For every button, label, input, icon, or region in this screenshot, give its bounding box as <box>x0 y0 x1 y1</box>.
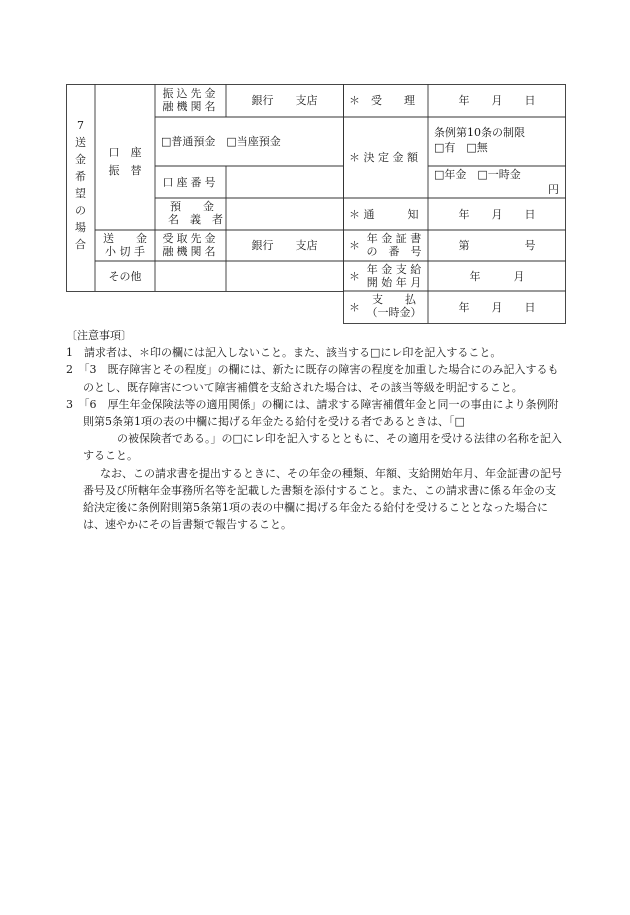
pension-start-label: 年 金 支 給 開 始 年 月 <box>366 263 422 289</box>
account-transfer-label: 口 座 振 替 <box>108 146 142 177</box>
remittance-check-label: 送 金 小 切 手 <box>103 232 147 258</box>
limit-text: 条例第10条の制限 <box>434 126 525 139</box>
note-supplement: なお、この請求書を提出するときに、その年金の種類、年額、支給開始年月、年金証書の記号番号及び所轄年金事務所名等を記載した書類を添付すること。また、この請求書に係る年金の支給決定後に条例附則第5条第1項の表の中欄に掲げる年金たる給付を受けることとなった場合には、速やかにその旨書類で報告すること。 <box>83 466 562 532</box>
bank-branch-field[interactable]: 銀行 支店 <box>251 94 318 107</box>
payment-label: 支 払 （一時金） <box>366 293 422 319</box>
receiver-bank-branch-field[interactable]: 銀行 支店 <box>251 239 318 252</box>
pension-cert-label: 年 金 証 書 の 番 号 <box>366 232 422 258</box>
notes-heading: 〔注意事項〕 <box>66 329 132 342</box>
note-item-1: 1 請求者は、＊印の欄には記入しないこと。また、該当する□にレ印を記入すること。 <box>66 346 502 360</box>
cert-star: ＊ <box>349 239 360 252</box>
note-item-3-continued: の被保険者である。」の□にレ印を記入するとともに、その適用を受ける法律の名称を記入すること。 <box>83 432 562 463</box>
pension-cert-number: 第 号 <box>458 239 536 252</box>
receipt-date: 年 月 日 <box>458 94 536 107</box>
depositor-name-label: 預 金 名 義 者 <box>168 200 223 226</box>
notice-date: 年 月 日 <box>458 208 536 221</box>
note-item-3: 3 「6 厚生年金保険法等の適用関係」の欄には、請求する障害補償年金と同一の事由により条例附則第5条第1項の表の中欄に掲げる年金たる給付を受ける者であるときは、「□ <box>66 397 559 429</box>
pension-start-value: 年 月 <box>469 270 525 283</box>
receiver-bank-label: 受取先金 融機関名 <box>162 232 219 258</box>
form-grid-lines <box>66 84 566 324</box>
limit-checkboxes[interactable]: □有 □無 <box>434 141 488 154</box>
account-number-label: 口座番号 <box>162 176 219 189</box>
amount-type-checkboxes[interactable]: □年金 □一時金 <box>434 168 521 181</box>
notes-section <box>66 327 566 533</box>
section-7-label: 7 送 金 希 望 の 場 合 <box>75 119 86 251</box>
payment-date: 年 月 日 <box>458 301 536 314</box>
note-item-2: 2 「3 既存障害とその程度」の欄には、新たに既存の障害の程度を加重した場合にのみ記入するものとし、既存障害について障害補償を支給された場合は、その該当等級を明記すること。 <box>66 363 559 394</box>
start-star: ＊ <box>349 270 360 283</box>
receipt-label: ＊ 受 理 <box>349 94 415 107</box>
deposit-type-checkboxes[interactable]: □普通預金 □当座預金 <box>161 135 281 148</box>
notice-label: ＊ 通 知 <box>349 208 419 221</box>
other-label: その他 <box>108 270 142 283</box>
decision-amount-label: ＊ 決 定 金 額 <box>349 151 418 164</box>
yen-unit: 円 <box>548 183 559 196</box>
bank-name-label: 振込先金 融機関名 <box>162 87 219 113</box>
remittance-form-table <box>66 84 566 324</box>
payment-star: ＊ <box>349 301 360 314</box>
